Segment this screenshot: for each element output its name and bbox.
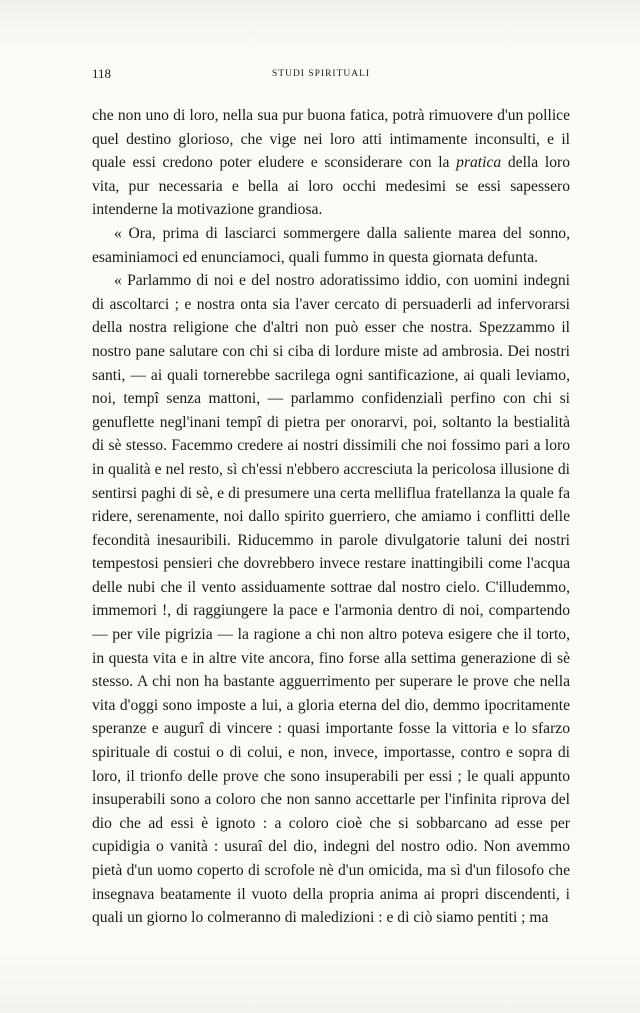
scan-shadow-top [0,0,640,50]
running-head: STUDI SPIRITUALI [272,69,371,79]
paragraph-continuation [92,104,570,222]
emphasis: pratica [456,154,502,172]
text-run: della loro vita, pur necessaria e bella ai loro occhi medesimi se essi sapessero intenderne la motivazione grandiosa. [92,154,570,219]
paragraph: « Parlammo di noi e del nostro adoratissimo iddio, con uomini indegni di ascoltarci ; e nostra onta sia l'aver cercato di persuaderli ad infervorarsi della nostra religione che d'altri non può esser che nostra. Spezzammo il nostro pane salutare con chi si ciba di lordure miste ad ambrosia. Dei nostri santi, — ai quali tornerebbe sacrilega ogni santificazione, ai quali leviamo, noi, tempî senza mattoni, — parlammo confidenzialì perfino con chi si genuflette negl'inani tempî di pietra per onorarvi, poi, soltanto la bestialità di sè stesso. Facemmo credere ai nostri dissimili che noi fossimo pari a loro in qualità e nel resto, sì ch'essi n'ebbero accresciuta la pericolosa illusione di sentirsi paghi di sè, e di presumere una certa melliflua fratellanza la quale fa ridere, serenamente, noi dallo spirito guerriero, che amiamo i conflitti delle fecondità inesauribili. Riducemmo in parole divulgatorie taluni dei nostri tempestosi pensieri che dovrebbero invece restare inattingibili come l'acqua delle nubi che il vento assiduamente sottrae dal nostro cielo. C'illudemmo, immemori !, di raggiungere la pace e l'armonia dentro di noi, compartendo — per vile pigrizia — la ragione a chi non altro poteva esigere che il torto, in questa vita e in altre vite ancora, fino forse alla settima generazione di sè stesso. A chi non ha bastante agguerrimento per superare le prove che nella vita d'oggi sono imposte a lui, a gloria eterna del dio, demmo ipocritamente speranze e augurî di vincere : quasi importante fosse la vittoria e lo sfarzo spirituale di costui o di colui, e non, invece, importasse, contro e sopra di loro, il trionfo delle prove che sono insuperabili per essi ; le quali appunto insuperabili sono a coloro che non sanno accettarle per l'infinita riprova del dio che ad essi è ignoto : a coloro cioè che si sobbarcano ad esse per cupidigia o vanità : usuraî del dio, indegni del nostro odio. Non avemmo pietà d'un uomo coperto di scrofole nè d'un omicida, ma sì d'un filosofo che insegnava beatamente il vuoto della propria anima ai propri discendenti, i quali un giorno lo colmeranno di maledizioni : e di ciò siamo pentiti ; ma [92,272,570,927]
scan-shadow-bottom [0,953,640,1013]
page-header [92,66,570,86]
text-run: che non uno di loro, nella sua pur buona fatica, potrà rimuovere d'un pollice quel destino glorioso, che vige nei loro atti intimamente inconsulti, e il quale essi credono poter eludere e sconsiderare con la [92,107,570,172]
paragraph: « Ora, prima di lasciarci sommergere dalla saliente marea del sonno, esaminiamoci ed enunciamoci, quali fummo in questa giornata defunta. [92,224,570,266]
page-number: 118 [92,66,112,81]
body-text [92,104,570,930]
